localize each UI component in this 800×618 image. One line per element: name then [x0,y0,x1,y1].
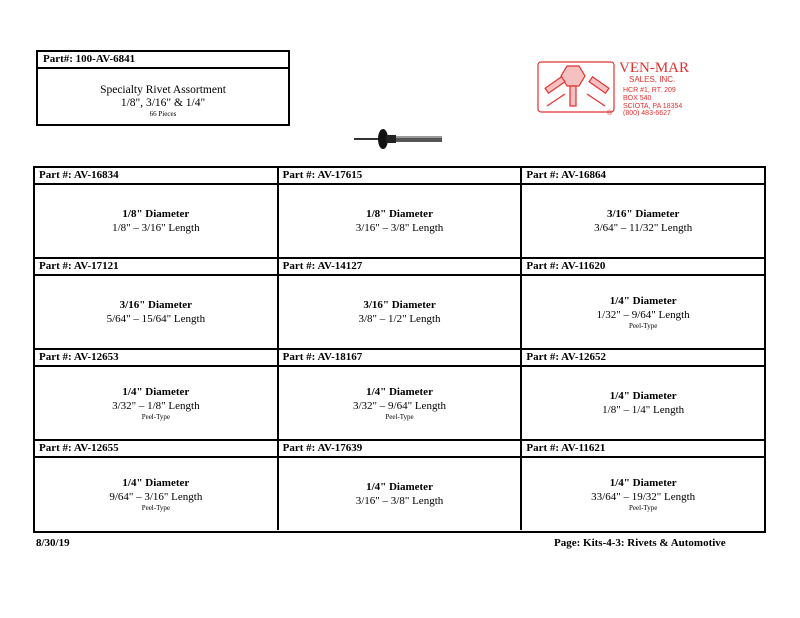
part-number: Part #: AV-12652 [522,350,764,367]
grid-row [35,350,764,441]
grid-row [35,441,764,530]
part-cell [35,259,279,348]
part-number: Part #: AV-17639 [279,441,521,458]
part-cell [522,350,764,439]
logo-line3: BOX 540 [623,95,652,102]
logo-emblem-icon [538,62,614,112]
part-length: 3/32" – 9/64" Length [353,399,447,412]
part-number: Part #: AV-12655 [35,441,277,458]
part-diameter: 1/4" Diameter [609,390,677,402]
part-number: Part #: AV-14127 [279,259,521,276]
part-length: 9/64" – 3/16" Length [109,490,203,503]
part-cell [35,168,279,257]
part-length: 33/64" – 19/32" Length [591,490,696,503]
part-note: Peel-Type [141,412,170,421]
part-description [279,458,521,530]
part-cell [522,168,764,257]
part-length: 1/8" – 3/16" Length [112,222,200,234]
logo-name: VEN-MAR [619,60,689,76]
part-description [35,367,277,439]
part-note: Peel-Type [141,503,170,512]
part-description [522,367,764,439]
part-description [522,276,764,348]
grid-row [35,168,764,259]
logo-line2: HCR #1, RT. 209 [623,87,676,94]
part-length: 1/32" – 9/64" Length [596,308,690,321]
part-note: Peel-Type [629,503,658,512]
part-diameter: 1/4" Diameter [122,385,190,398]
part-cell [35,350,279,439]
part-length: 5/64" – 15/64" Length [106,313,206,325]
part-number: Part #: AV-12653 [35,350,277,367]
part-description [35,458,277,530]
part-length: 3/16" – 3/8" Length [355,222,444,234]
part-cell [279,168,523,257]
kit-description [38,69,288,119]
logo-line1: SALES, INC. [629,75,676,84]
part-length: 1/8" – 1/4" Length [602,404,685,416]
part-number: Part #: AV-11621 [522,441,764,458]
part-description [279,185,521,257]
part-description [35,276,277,348]
footer-date: 8/30/19 [36,537,70,549]
kit-part-number: Part#: 100-AV-6841 [38,52,288,69]
part-diameter: 3/16" Diameter [363,299,436,311]
part-diameter: 3/16" Diameter [606,208,680,220]
part-diameter: 1/4" Diameter [609,294,677,307]
part-diameter: 1/8" Diameter [122,208,190,220]
part-number: Part #: AV-16864 [522,168,764,185]
part-cell [522,259,764,348]
part-diameter: 1/4" Diameter [122,476,190,489]
ven-mar-logo [537,56,749,116]
part-length: 3/32" – 1/8" Length [112,399,200,412]
logo-registered-mark: ® [607,110,613,116]
part-number: Part #: AV-17121 [35,259,277,276]
logo-line5: (800) 483-6627 [623,110,671,116]
kit-title: Specialty Rivet Assortment [100,84,226,96]
rivet-image [352,128,444,150]
part-length: 3/64" – 11/32" Length [594,222,693,234]
part-cell [279,350,523,439]
parts-grid [33,166,766,533]
part-number: Part #: AV-16834 [35,168,277,185]
part-diameter: 3/16" Diameter [119,299,193,311]
part-diameter: 1/8" Diameter [366,208,433,220]
part-note: Peel-Type [385,412,414,421]
grid-row [35,259,764,350]
part-length: 3/16" – 3/8" Length [355,495,444,507]
part-diameter: 1/4" Diameter [366,481,433,493]
part-description [279,367,521,439]
part-number: Part #: AV-17615 [279,168,521,185]
kit-sizes: 1/8", 3/16" & 1/4" [120,97,206,109]
part-cell [522,441,764,530]
kit-header-box [36,50,290,126]
part-length: 3/8" – 1/2" Length [358,313,441,325]
part-diameter: 1/4" Diameter [609,476,677,489]
part-description [522,458,764,530]
part-number: Part #: AV-11620 [522,259,764,276]
part-note: Peel-Type [629,321,658,330]
part-cell [35,441,279,530]
part-cell [279,441,523,530]
part-cell [279,259,523,348]
footer-page-label: Page: Kits-4-3: Rivets & Automotive [554,537,726,549]
part-description [279,276,521,348]
logo-line4: SCIOTA, PA 18354 [623,103,683,110]
part-diameter: 1/4" Diameter [366,385,433,398]
part-description [35,185,277,257]
part-number: Part #: AV-18167 [279,350,521,367]
part-description [522,185,764,257]
kit-piece-count: 66 Pieces [149,110,177,118]
